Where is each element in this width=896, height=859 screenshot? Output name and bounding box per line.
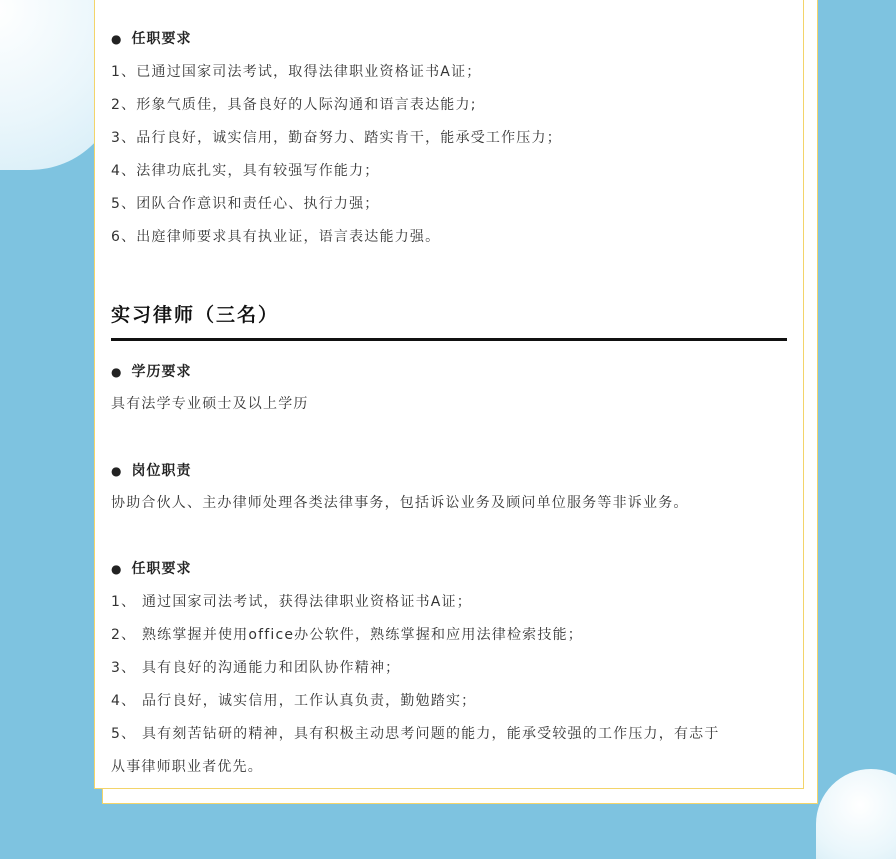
list-item: 3、品行良好，诚实信用，勤奋努力、踏实肯干，能承受工作压力； <box>111 130 562 146</box>
duties-text: 协助合伙人、主办律师处理各类法律事务，包括诉讼业务及顾问单位服务等非诉业务。 <box>111 495 689 511</box>
bullet-icon: ● <box>111 32 123 46</box>
list-item: 1、已通过国家司法考试，取得法律职业资格证书A证； <box>111 64 482 80</box>
bullet-icon: ● <box>111 562 123 576</box>
list-item: 2、形象气质佳，具备良好的人际沟通和语言表达能力; <box>111 97 477 113</box>
bullet-icon: ● <box>111 365 123 379</box>
list-item: 1、 通过国家司法考试，获得法律职业资格证书A证； <box>111 594 472 610</box>
bullet-icon: ● <box>111 464 123 478</box>
education-heading: ● 学历要求 <box>111 364 192 380</box>
education-text: 具有法学专业硕士及以上学历 <box>111 396 309 412</box>
background-bubble-right <box>816 769 896 859</box>
content-card <box>94 0 804 789</box>
list-item: 2、 熟练掌握并使用office办公软件，熟练掌握和应用法律检索技能； <box>111 627 583 643</box>
list-item: 3、 具有良好的沟通能力和团队协作精神； <box>111 660 401 676</box>
list-item: 5、 具有刻苦钻研的精神，具有积极主动思考问题的能力，能承受较强的工作压力，有志于 <box>111 726 720 742</box>
duties-heading: ● 岗位职责 <box>111 463 192 479</box>
section-divider <box>111 338 787 341</box>
requirements-heading: ● 任职要求 <box>111 31 192 47</box>
list-item: 4、法律功底扎实，具有较强写作能力； <box>111 163 380 179</box>
list-item: 从事律师职业者优先。 <box>111 759 263 775</box>
requirements-heading: ● 任职要求 <box>111 561 192 577</box>
section-title: 实习律师（三名） <box>111 304 280 326</box>
list-item: 6、出庭律师要求具有执业证，语言表达能力强。 <box>111 229 441 245</box>
list-item: 5、团队合作意识和责任心、执行力强； <box>111 196 380 212</box>
list-item: 4、 品行良好，诚实信用，工作认真负责，勤勉踏实； <box>111 693 477 709</box>
